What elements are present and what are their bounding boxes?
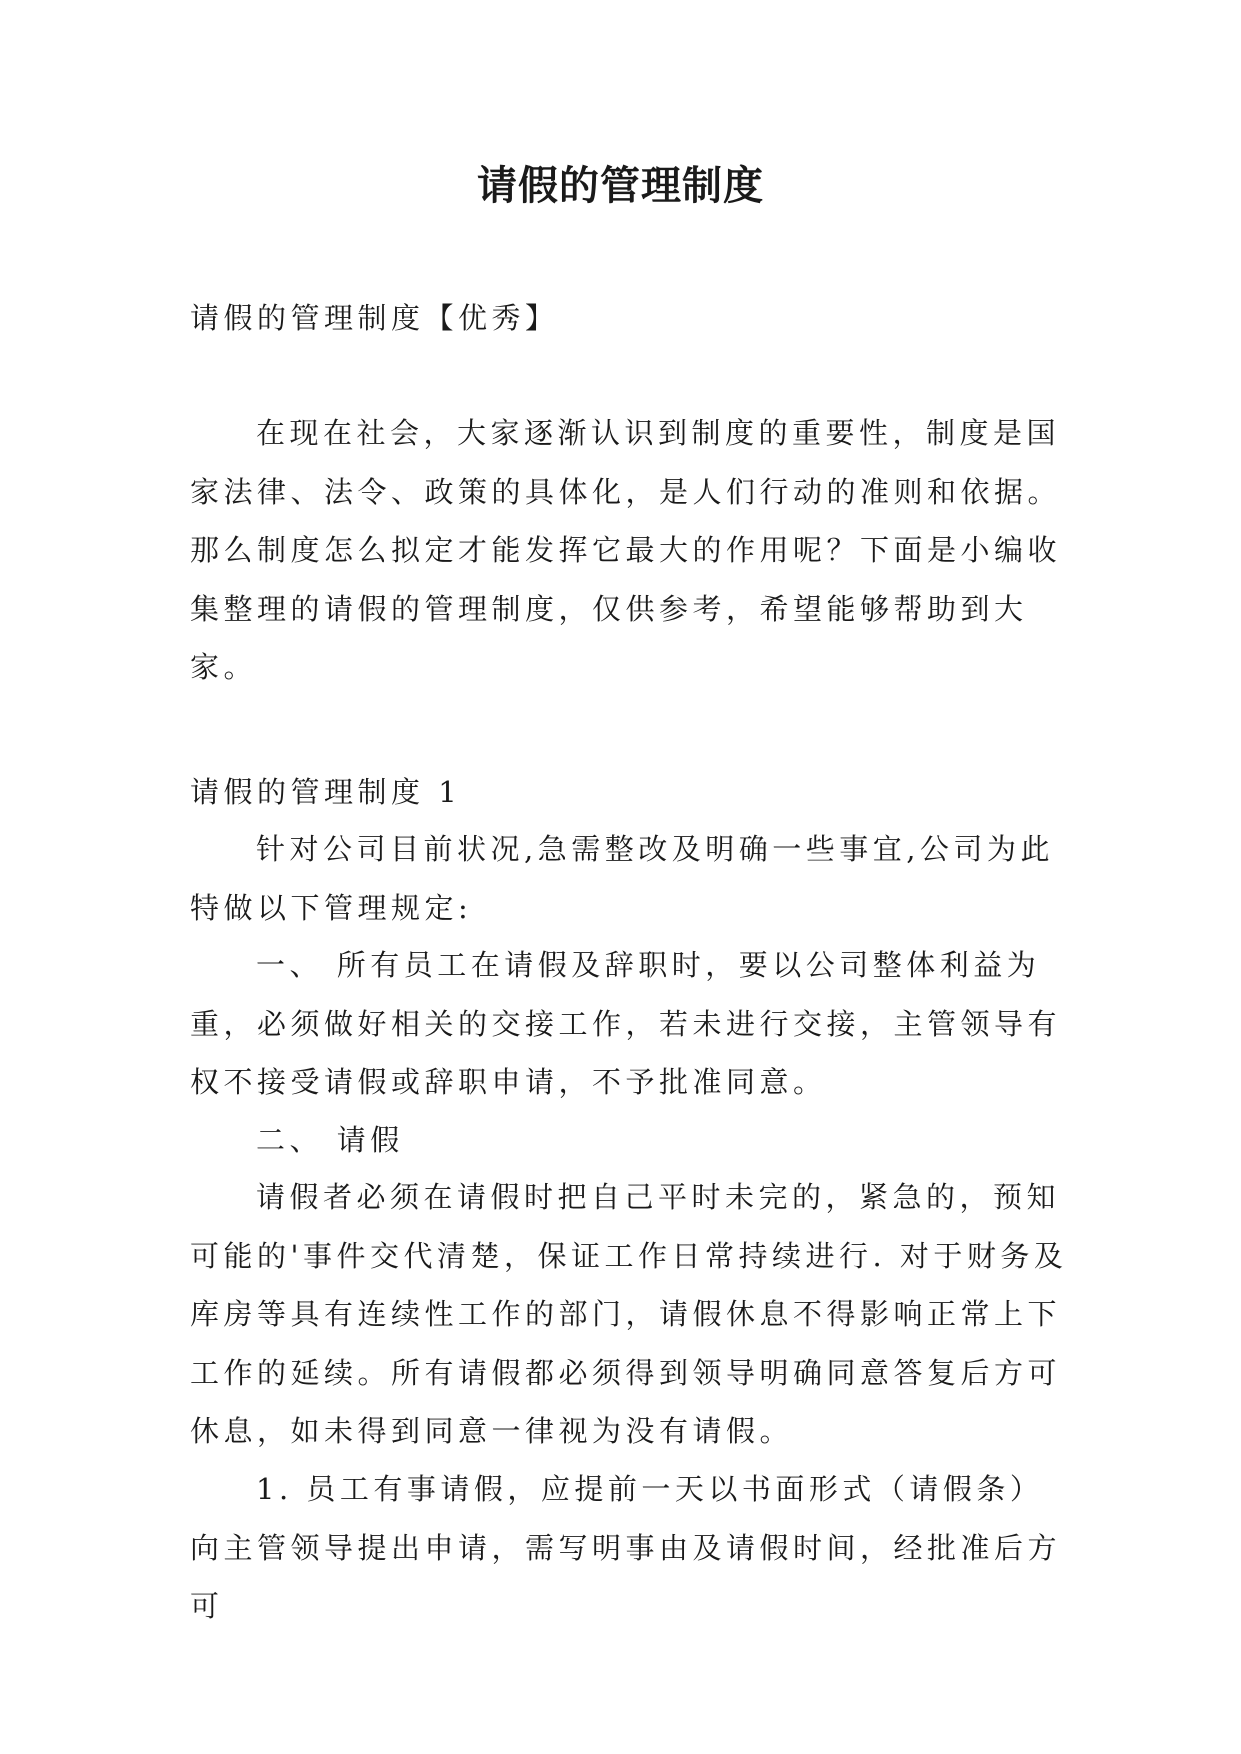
document-title: 请假的管理制度 [477,162,764,209]
section-heading: 请假的管理制度 1 [190,775,462,809]
intro-paragraph: 在现在社会，大家逐渐认识到制度的重要性，制度是国家法律、法令、政策的具体化，是人们行动的准则和依据。那么制度怎么拟定才能发挥它最大的作用呢？下面是小编收集整理的请假的管理制度，仅供参考，希望能够帮助到大家。 [190,416,1062,684]
rule-one-paragraph: 一、 所有员工在请假及辞职时，要以公司整体利益为重，必须做好相关的交接工作，若未进行交接，主管领导有权不接受请假或辞职申请，不予批准同意。 [190,948,1062,1099]
section-intro-paragraph: 针对公司目前状况,急需整改及明确一些事宜,公司为此特做以下管理规定: [190,832,1054,925]
rule-two-paragraph: 请假者必须在请假时把自己平时未完的，紧急的，预知可能的'事件交代清楚，保证工作日常持续进行. 对于财务及库房等具有连续性工作的部门，请假休息不得影响正常上下工作的延续。所有请假都必须得到领导明确同意答复后方可休息，如未得到同意一律视为没有请假。 [190,1180,1068,1448]
item-one-paragraph: 1. 员工有事请假，应提前一天以书面形式（请假条）向主管领导提出申请，需写明事由及请假时间，经批准后方可 [190,1472,1062,1623]
rule-two-heading: 二、 请假 [256,1123,404,1157]
document-subtitle: 请假的管理制度【优秀】 [190,301,559,335]
